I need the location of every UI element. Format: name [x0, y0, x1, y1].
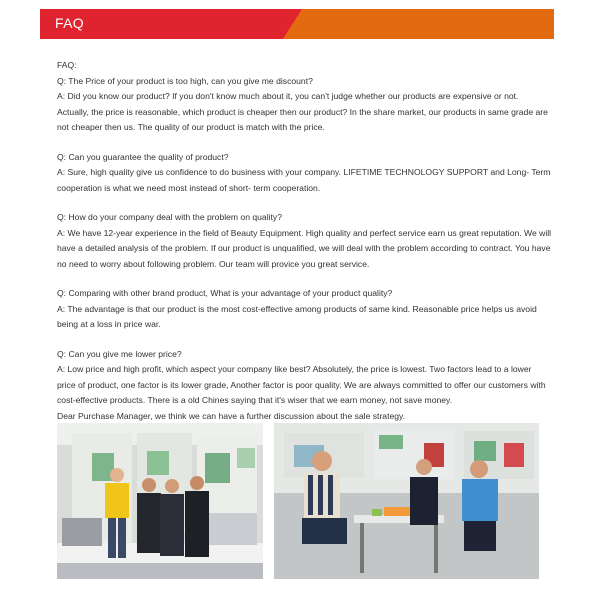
faq-heading: FAQ: — [57, 60, 77, 70]
banner-graphic — [40, 9, 554, 39]
customer-meeting-photo — [274, 423, 539, 579]
faq-answer-5: A: Low price and high profit, which aspect your company like best? Absolutely, the price is lowest. Two factors lead to a lower price of product, one factor is its lower grade, Another factor is poor quality. We are always committed to offer our customers with cost-effective products. There is a old Chines saying that it's wiser that we earn money, not save money. — [57, 364, 546, 405]
faq-answer-3: A: We have 12-year experience in the field of Beauty Equipment. High quality and perfect service earn us great reputation. We will have a detailed analysis of the problem. If our product is unqualified, we will deal with the problem according to contract. You have no need to worry about following problem. Our team will provice you great service. — [57, 227, 552, 269]
faq-answer-4: A: The advantage is that our product is the most cost-effective among products of same kind. Reasonable price helps us avoid being at a loss in price war. — [57, 303, 537, 329]
faq-closing-note: Dear Purchase Manager, we think we can have a further discussion about the sale strategy. — [57, 410, 406, 421]
faq-answer-2: A: Sure, high quality give us confidence to do business with your company. LIFETIME TECHNOLOGY SUPPORT and Long- Term cooperation is what we need most instead of short- term cooperation. — [57, 167, 551, 193]
faq-section — [57, 58, 552, 424]
faq-banner — [40, 9, 554, 39]
banner-title: FAQ — [55, 15, 84, 31]
faq-question-1: Q: The Price of your product is too high, can you give me discount? — [57, 75, 313, 86]
exhibition-booth-photo — [57, 423, 263, 579]
faq-question-5: Q: Can you give me lower price? — [57, 348, 182, 359]
faq-question-3: Q: How do your company deal with the problem on quality? — [57, 212, 282, 222]
faq-answer-1: A: Did you know our product? If you don't know much about it, you can't judge whether our products are expensive or not. Actually, the price is reasonable, which product is cheaper then our product? In the share market, our products in same grade are not cheaper then us. The quality of our product is match with the price. — [57, 91, 548, 132]
faq-question-4: Q: Comparing with other brand product, What is your advantage of your product quality? — [57, 288, 393, 298]
faq-question-2: Q: Can you guarantee the quality of product? — [57, 151, 229, 162]
